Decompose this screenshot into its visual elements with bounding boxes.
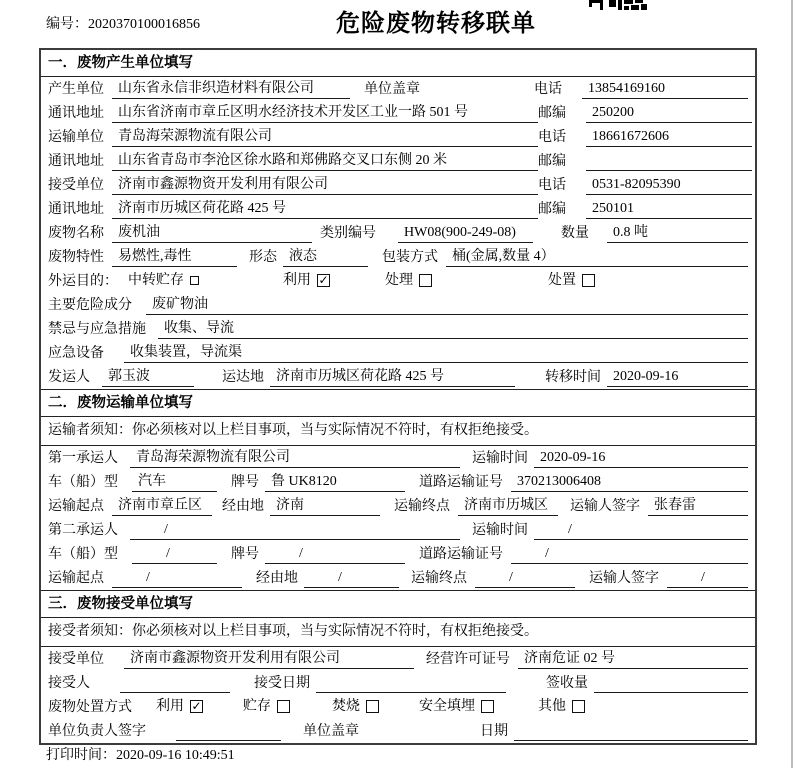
road-license-label: 道路运输证号 [419,475,503,490]
accept-date-value [316,674,506,693]
packing-value: 桶(金属,数量 4） [446,247,748,267]
page-edge-line [791,0,793,768]
checkbox-icon [582,274,595,287]
plate-label: 牌号 [231,475,259,490]
producer-phone-label: 电话 [534,82,562,97]
receiver-phone-value: 0531-82095390 [586,175,752,195]
qr-code-fragment-icon [589,0,651,12]
transporter-notice: 运输者须知：你必须核对以上栏目事项，当与实际情况不符时，有权拒绝接受。 [41,417,755,446]
transporter-phone-label: 电话 [538,130,566,145]
transfer-time-label: 转移时间 [545,370,601,385]
receiver-zip-value: 250101 [586,199,752,219]
destination-value: 济南市历城区荷花路 425 号 [270,367,515,387]
first-carrier-value: 青岛海荣源物流有限公司 [130,448,460,468]
received-qty-label: 签收量 [546,676,588,691]
checkbox-label: 安全填埋 [419,699,475,714]
disposal-option-utilize [156,697,203,716]
transporter-sign-label: 运输人签字 [570,499,640,514]
checkbox-label: 利用 [283,273,311,288]
transporter-row [41,125,755,149]
transporter2-sign-label: 运输人签字 [589,571,659,586]
checkbox-label: 贮存 [243,699,271,714]
waste-form-label: 形态 [249,250,277,265]
unit-seal-label: 单位盖章 [303,724,359,739]
vehicle2-row [41,542,755,566]
checkbox-icon [366,700,379,713]
seal-date-value [514,722,748,741]
emergency-measures-value: 收集、导流 [158,319,748,339]
transport-time2-value: / [534,520,748,540]
waste-qty-label: 数量 [561,226,589,241]
checkbox-label: 焚烧 [332,699,360,714]
disposal-option-incinerate [332,697,379,716]
disposal-option-other [538,697,585,716]
waste-character-value: 易燃性,毒性 [112,247,237,267]
section2-header: 二．废物运输单位填写 [41,389,755,417]
responsible-sign-row [41,719,755,743]
dispatcher-label: 发运人 [48,370,90,385]
producer-zip-value: 250200 [586,103,752,123]
checkbox-icon [419,274,432,287]
producer-address-label: 通讯地址 [48,106,104,121]
destination-label: 运达地 [222,370,264,385]
road-license2-label: 道路运输证号 [419,547,503,562]
responsible-sign-label: 单位负责人签字 [48,724,146,739]
accept-unit-value: 济南市鑫源物资开发利用有限公司 [124,649,414,669]
transporter-value: 青岛海荣源物流有限公司 [112,127,538,147]
waste-category-value: HW08(900-249-08) [398,223,533,243]
dispatcher-value: 郭玉波 [102,367,194,387]
hazard-component-value: 废矿物油 [146,295,748,315]
accept-person-label: 接受人 [48,676,90,691]
route2-start-label: 运输起点 [48,571,104,586]
transporter-zip-label: 邮编 [538,154,566,169]
checkbox-label: 利用 [156,699,184,714]
section3-header: 三．废物接受单位填写 [41,590,755,618]
transporter-address-row [41,149,755,173]
route-end-label: 运输终点 [394,499,450,514]
second-carrier-label: 第二承运人 [48,523,118,538]
receiver-zip-label: 邮编 [538,202,566,217]
purpose-option-utilize [283,271,330,290]
vehicle1-row [41,470,755,494]
accept-unit-label: 接受单位 [48,652,104,667]
transporter-sign-value: 张春雷 [648,496,748,516]
checkbox-label: 处置 [548,273,576,288]
emergency-measures-label: 禁忌与应急措施 [48,322,146,337]
receiver-address-row [41,197,755,221]
transfer-purpose-row [41,269,755,293]
emergency-measures-row [41,317,755,341]
transfer-time-value: 2020-09-16 [607,367,748,387]
receiver-label: 接受单位 [48,178,104,193]
producer-row [41,77,755,101]
transport-time-label: 运输时间 [472,451,528,466]
route-start-value: 济南市章丘区 [112,496,212,516]
checkbox-label: 中转贮存 [128,273,184,288]
seal-date-label: 日期 [480,724,508,739]
print-time-label: 打印时间： [46,748,116,763]
print-time-value: 2020-09-16 10:49:51 [116,748,235,763]
road-license2-value: / [511,544,748,564]
purpose-option-dispose [548,271,595,290]
disposal-option-storage [243,697,290,716]
accept-date-label: 接受日期 [254,676,310,691]
dispatch-row [41,365,755,389]
checkbox-label: 其他 [538,699,566,714]
permit-label: 经营许可证号 [426,652,510,667]
waste-name-value: 废机油 [112,223,312,243]
waste-form-value: 液态 [283,247,368,267]
transport-time2-label: 运输时间 [472,523,528,538]
received-qty-value [594,674,748,693]
producer-label: 产生单位 [48,82,104,97]
producer-seal-label: 单位盖章 [364,82,420,97]
vehicle-type-value: 汽车 [132,472,217,492]
route2-end-value: / [475,568,575,588]
transporter-address-value: 山东省青岛市李沧区徐水路和郑佛路交叉口东侧 20 米 [112,151,538,171]
transport-time-value: 2020-09-16 [534,448,748,468]
checkbox-label: 处理 [385,273,413,288]
route2-row [41,566,755,590]
vehicle2-type-value: / [132,544,217,564]
checkbox-icon [572,700,585,713]
waste-qty-value: 0.8 吨 [607,223,748,243]
route2-via-value: / [304,568,399,588]
disposal-method-row [41,695,755,719]
manifest-form [39,48,757,745]
waste-character-row [41,245,755,269]
first-carrier-row [41,446,755,470]
route2-start-value: / [112,568,242,588]
transporter-zip-value [586,152,752,171]
route-via-value: 济南 [270,496,380,516]
checkbox-icon [190,276,199,285]
checkbox-checked-icon: ✓ [191,699,202,713]
producer-value: 山东省永信非织造材料有限公司 [112,79,350,99]
spacer [420,98,534,99]
receiver-row [41,173,755,197]
waste-name-row [41,221,755,245]
waste-category-label: 类别编号 [320,226,376,241]
second-carrier-row [41,518,755,542]
receiver-phone-label: 电话 [538,178,566,193]
receiver-notice: 接受者须知：你必须核对以上栏目事项，当与实际情况不符时，有权拒绝接受。 [41,618,755,647]
emergency-equipment-label: 应急设备 [48,346,104,361]
transporter2-sign-value: / [667,568,748,588]
transporter-address-label: 通讯地址 [48,154,104,169]
route1-row [41,494,755,518]
hazard-component-row [41,293,755,317]
disposal-option-landfill [419,697,494,716]
serial-label: 编号： [46,17,88,32]
route-via-label: 经由地 [222,499,264,514]
emergency-equipment-row [41,341,755,365]
purpose-option-transfer-storage [128,271,199,290]
hazard-component-label: 主要危险成分 [48,298,132,313]
producer-address-value: 山东省济南市章丘区明水经济技术开发区工业一路 501 号 [112,103,538,123]
route2-via-label: 经由地 [256,571,298,586]
accept-person-value [120,674,230,693]
disposal-method-label: 废物处置方式 [48,700,132,715]
vehicle2-type-label: 车（船）型 [48,547,118,562]
purpose-option-treat [385,271,432,290]
waste-character-label: 废物特性 [48,250,104,265]
receiver-address-label: 通讯地址 [48,202,104,217]
first-carrier-label: 第一承运人 [48,451,118,466]
route2-end-label: 运输终点 [411,571,467,586]
plate2-label: 牌号 [231,547,259,562]
serial-value: 2020370100016856 [88,17,200,32]
transporter-phone-value: 18661672606 [586,127,752,147]
emergency-equipment-value: 收集装置，导流渠 [124,343,748,363]
section1-header: 一．废物产生单位填写 [41,50,755,77]
checkbox-checked-icon: ✓ [318,273,329,287]
transfer-purpose-label: 外运目的： [48,274,118,289]
waste-name-label: 废物名称 [48,226,104,241]
vehicle-type-label: 车（船）型 [48,475,118,490]
route-end-value: 济南市历城区 [458,496,558,516]
producer-zip-label: 邮编 [538,106,566,121]
producer-address-row [41,101,755,125]
plate-value: 鲁 UK8120 [265,472,405,492]
permit-value: 济南危证 02 号 [518,649,748,669]
responsible-sign-value [176,722,281,741]
accept-person-row [41,671,755,695]
transporter-label: 运输单位 [48,130,104,145]
checkbox-icon [481,700,494,713]
receiver-value: 济南市鑫源物资开发利用有限公司 [112,175,538,195]
receiver-address-value: 济南市历城区荷花路 425 号 [112,199,538,219]
plate2-value: / [265,544,405,564]
accept-unit-row [41,647,755,671]
serial-number-line [46,13,200,33]
packing-label: 包装方式 [382,250,438,265]
print-time-line [46,744,235,764]
route-start-label: 运输起点 [48,499,104,514]
second-carrier-value: / [130,520,460,540]
road-license-value: 370213006408 [511,472,748,492]
checkbox-icon [277,700,290,713]
page-title: 危险废物转移联单 [336,11,536,37]
producer-phone-value: 13854169160 [582,79,748,99]
